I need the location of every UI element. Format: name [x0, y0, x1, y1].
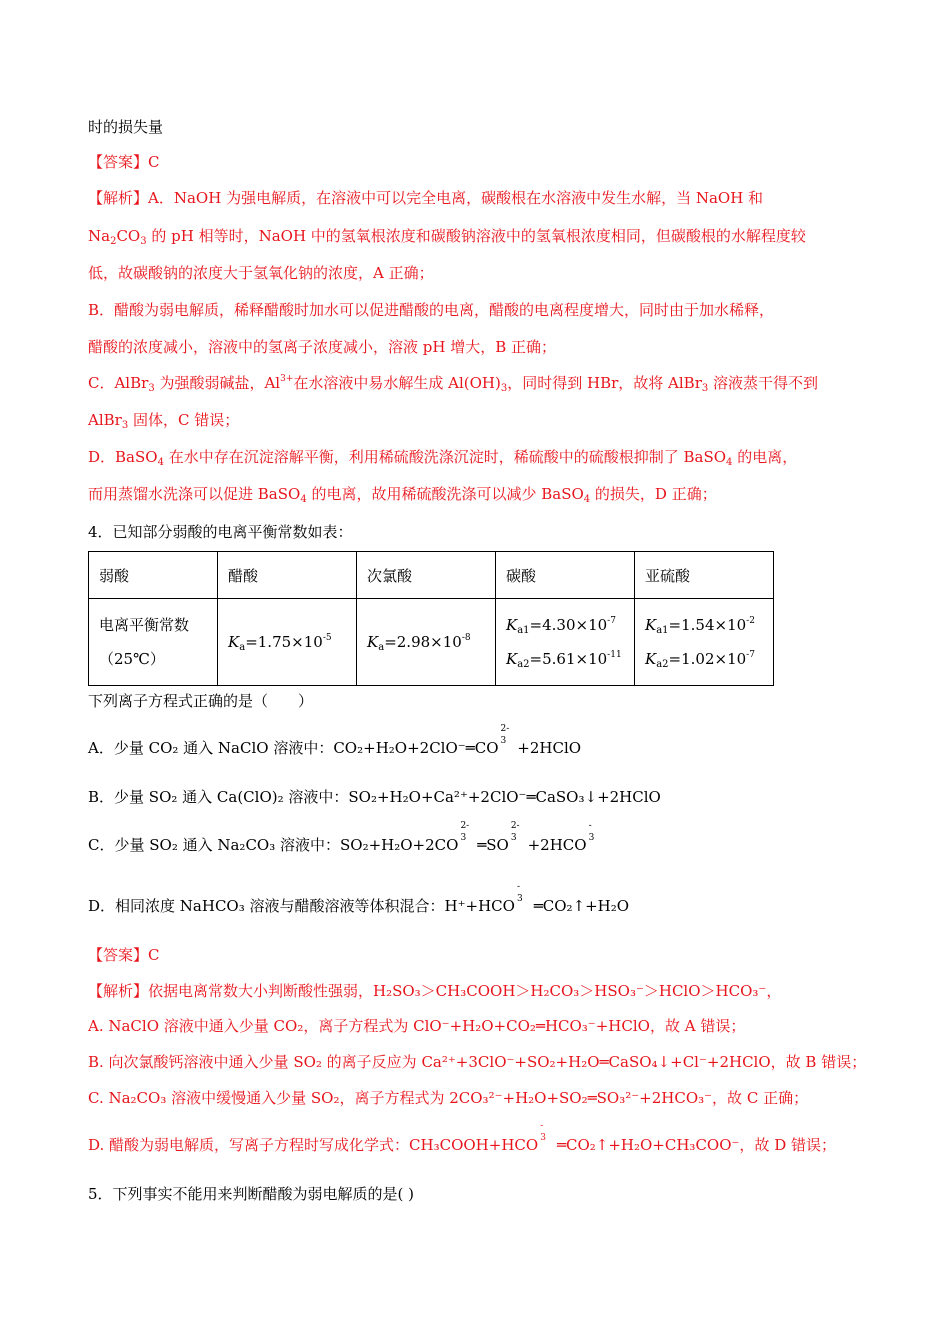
question-3-tail: 时的损失量: [88, 118, 164, 136]
q3-analysis-a-line1: 【解析】A．NaOH 为强电解质，在溶液中可以完全电离，碳酸根在水溶液中发生水解，当 NaOH 和: [88, 189, 764, 207]
q3-analysis-b-line2: 醋酸的浓度减小，溶液中的氢离子浓度减小，溶液 pH 增大，B 正确；: [88, 338, 557, 356]
question-4-stem: 4．已知部分弱酸的电离平衡常数如表：: [88, 523, 353, 541]
question-5-stem: 5．下列事实不能用来判断醋酸为弱电解质的是( ): [88, 1185, 415, 1203]
q4-analysis-line2: A. NaClO 溶液中通入少量 CO₂，离子方程式为 ClO⁻+H₂O+CO₂═HCO₃⁻+HClO，故 A 错误；: [88, 1017, 746, 1035]
table-cell-sulfurous-ka: $K_{a1}=1.54\times 10^{-2}$ $K_{a2}=1.02\times 10^{-7}$: [635, 599, 774, 686]
q4-analysis-line5: D. 醋酸为弱电解质，写离子方程时写成化学式：CH₃COOH+HCO - 3 ═CO₂↑+H₂O+CH₃COO⁻，故 D 错误；: [88, 1121, 836, 1154]
q4-analysis-line3: B. 向次氯酸钙溶液中通入少量 SO₂ 的离子反应为 Ca²⁺+3ClO⁻+SO₂+H₂O═CaSO₄↓+Cl⁻+2HClO，故 B 错误；: [88, 1053, 867, 1071]
q4-analysis-line1: 【解析】依据电离常数大小判断酸性强弱，H₂SO₃＞CH₃COOH＞H₂CO₃＞HSO₃⁻＞HClO＞HCO₃⁻，: [88, 982, 782, 1000]
table-header-acetic-acid: 醋酸: [218, 552, 357, 599]
question-4-prompt: 下列离子方程式正确的是（ ）: [88, 692, 314, 710]
q4-analysis-line4: C. Na₂CO₃ 溶液中缓慢通入少量 SO₂，离子方程式为 2CO₃²⁻+H₂O+SO₂═SO₃²⁻+2HCO₃⁻，故 C 正确；: [88, 1089, 809, 1107]
ionization-constant-table: [88, 551, 774, 686]
table-header-weak-acid: 弱酸: [89, 552, 218, 599]
table-row-label: 电离平衡常数 （25℃）: [89, 599, 218, 686]
q3-analysis-c-line2: AlBr$_3$ 固体，C 错误；: [88, 411, 240, 431]
q3-analysis-a-line3: 低，故碳酸钠的浓度大于氢氧化钠的浓度，A 正确；: [88, 264, 434, 282]
table-cell-hypochlorous-ka: $K_a=2.98\times 10^{-8}$: [357, 599, 496, 686]
q4-answer: 【答案】C: [88, 946, 160, 964]
option-c: C．少量 SO₂ 通入 Na₂CO₃ 溶液中：SO₂+H₂O+2CO 2- 3 ═SO 2- 3 +2HCO - 3: [88, 821, 595, 854]
q3-analysis-a-line2: $Na_2CO_3$ 的 pH 相等时，NaOH 中的氢氧根浓度和碳酸钠溶液中的氢氧根浓度相同，但碳酸根的水解程度较: [88, 227, 806, 247]
table-header-hypochlorous-acid: 次氯酸: [357, 552, 496, 599]
q3-analysis-d-line2: 而用蒸馏水洗涤可以促进 BaSO$_4$ 的电离，故用稀硫酸洗涤可以减少 BaSO$_4$ 的损失，D 正确；: [88, 485, 717, 505]
option-d: D．相同浓度 NaHCO₃ 溶液与醋酸溶液等体积混合：H⁺+HCO - 3 ═CO₂↑+H₂O: [88, 882, 630, 915]
q3-analysis-c-line1: C．AlBr$_3$ 为强酸弱碱盐，$Al^{3+}$在水溶液中易水解生成 $Al(OH)_3$，同时得到 HBr，故将 AlBr$_3$ 溶液蒸干得不到: [88, 374, 819, 394]
table-cell-acetic-ka: $K_a=1.75\times 10^{-5}$: [218, 599, 357, 686]
table-cell-carbonic-ka: $K_{a1}=4.30\times 10^{-7}$ $K_{a2}=5.61\times 10^{-11}$: [496, 599, 635, 686]
option-b: B．少量 SO₂ 通入 Ca(ClO)₂ 溶液中：SO₂+H₂O+Ca²⁺+2ClO⁻═CaSO₃↓+2HClO: [88, 788, 661, 806]
q3-analysis-b-line1: B．醋酸为弱电解质，稀释醋酸时加水可以促进醋酸的电离，醋酸的电离程度增大，同时由于加水稀释，: [88, 301, 775, 319]
q3-answer: 【答案】C: [88, 153, 160, 171]
table-header-carbonic-acid: 碳酸: [496, 552, 635, 599]
table-header-sulfurous-acid: 亚硫酸: [635, 552, 774, 599]
q3-analysis-d-line1: D．BaSO$_4$ 在水中存在沉淀溶解平衡，利用稀硫酸洗涤沉淀时，稀硫酸中的硫酸根抑制了 BaSO$_4$ 的电离，: [88, 448, 798, 468]
option-a: A．少量 CO₂ 通入 NaClO 溶液中：CO₂+H₂O+2ClO⁻═CO 2- 3 +2HClO: [88, 724, 582, 757]
